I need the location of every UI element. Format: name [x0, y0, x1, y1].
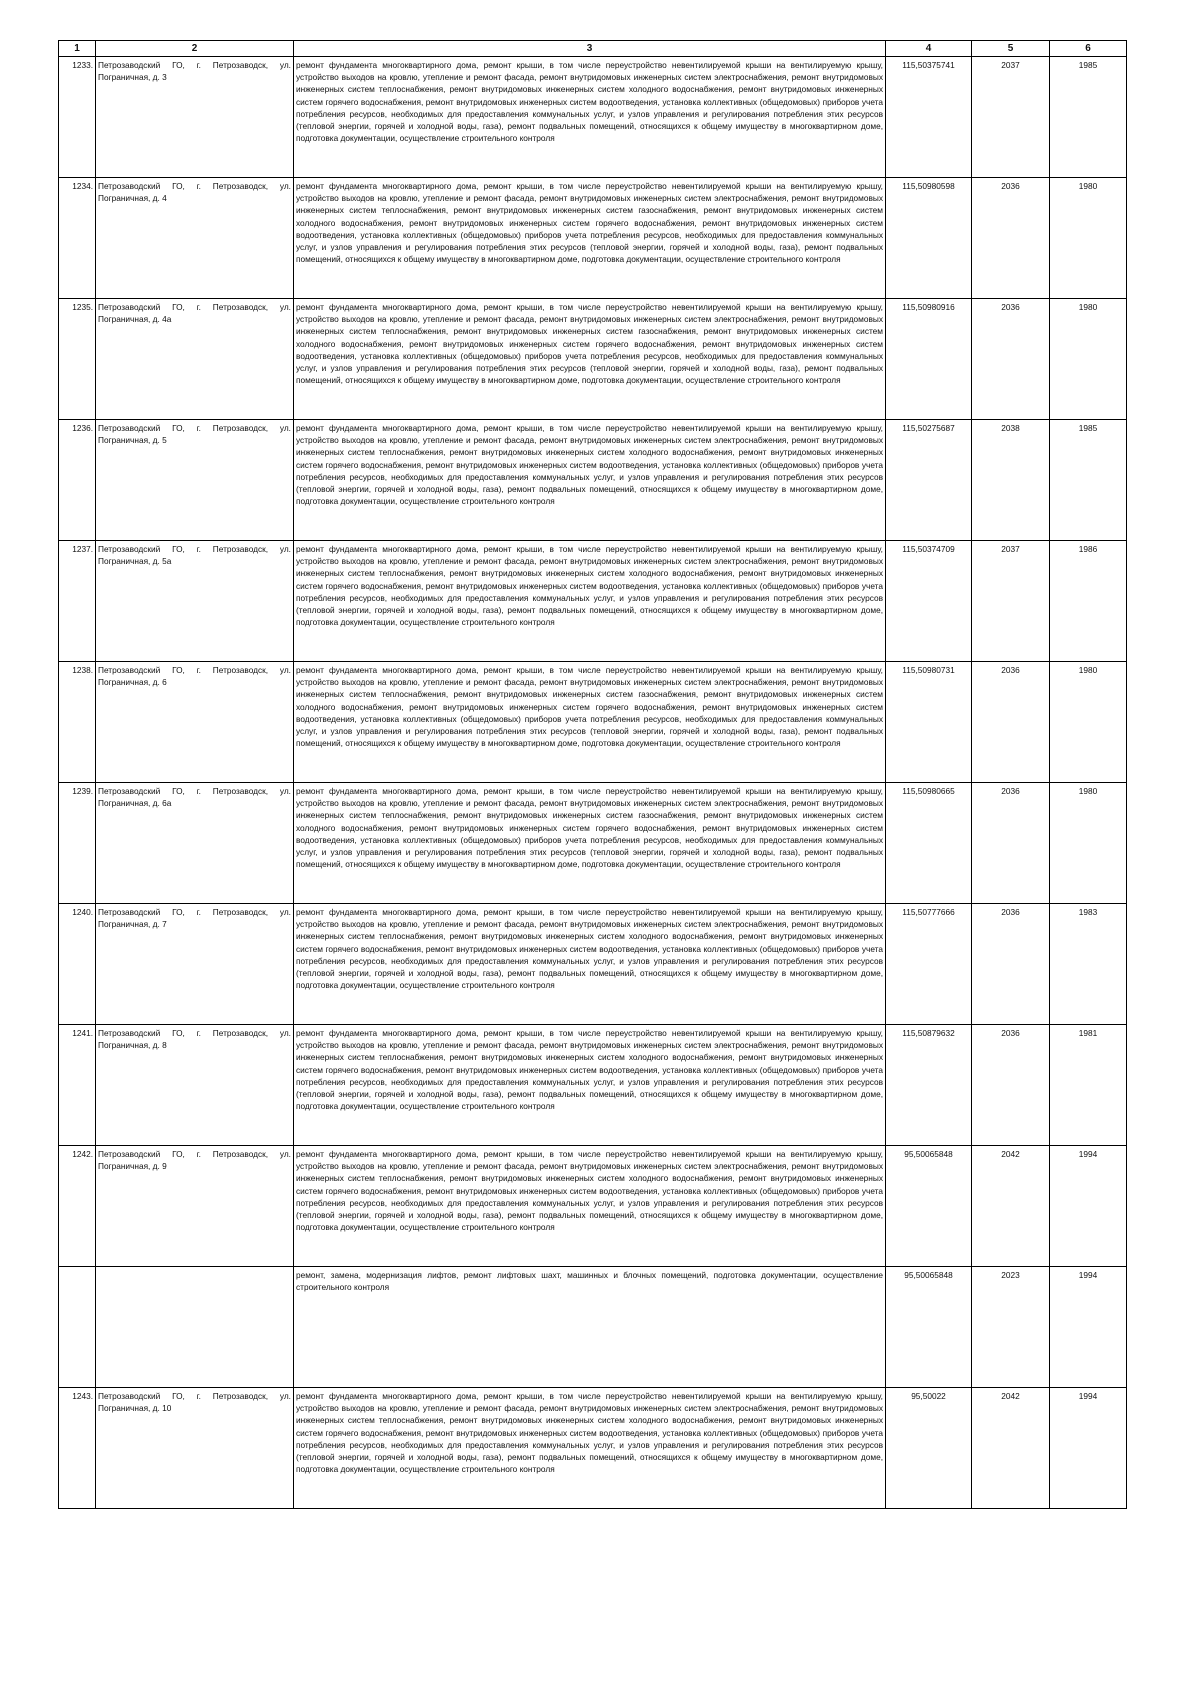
built-year-cell: 1980: [1050, 662, 1127, 783]
table-row: [59, 1388, 1127, 1509]
cost-cell: 115,50980665: [886, 783, 972, 904]
works-cell: ремонт фундамента многоквартирного дома, ремонт крыши, в том числе переустройство невентилируемой крыши на вентилируемую крышу, устройство выходов на кровлю, утепление и ремонт фасада, ремонт внутридомовых инженерных систем электроснабжения, ремонт внутридомовых инженерных систем теплоснабжения, ремонт внутридомовых инженерных систем холодного водоснабжения, ремонт внутридомовых инженерных систем горячего водоснабжения, ремонт внутридомовых инженерных систем водоотведения, установка коллективных (общедомовых) приборов учета потребления ресурсов, необходимых для предоставления коммунальных услуг, и узлов управления и регулирования потребления этих ресурсов (тепловой энергии, горячей и холодной воды, газа), ремонт подвальных помещений, относящихся к общему имуществу в многоквартирном доме, подготовка документации, осуществление строительного контроля: [294, 904, 886, 1025]
table-row: [59, 904, 1127, 1025]
cost-cell: 95,50065848: [886, 1267, 972, 1388]
col-header-2: 2: [96, 41, 294, 57]
works-cell: ремонт фундамента многоквартирного дома, ремонт крыши, в том числе переустройство невентилируемой крыши на вентилируемую крышу, устройство выходов на кровлю, утепление и ремонт фасада, ремонт внутридомовых инженерных систем электроснабжения, ремонт внутридомовых инженерных систем теплоснабжения, ремонт внутридомовых инженерных систем газоснабжения, ремонт внутридомовых инженерных систем холодного водоснабжения, ремонт внутридомовых инженерных систем горячего водоснабжения, ремонт внутридомовых инженерных систем водоотведения, установка коллективных (общедомовых) приборов учета потребления ресурсов, необходимых для предоставления коммунальных услуг, и узлов управления и регулирования потребления этих ресурсов (тепловой энергии, горячей и холодной воды, газа), ремонт подвальных помещений, относящихся к общему имуществу в многоквартирном доме, подготовка документации, осуществление строительного контроля: [294, 662, 886, 783]
built-year-cell: 1981: [1050, 1025, 1127, 1146]
year-cell: 2036: [972, 299, 1050, 420]
row-number: 1234.: [59, 178, 96, 299]
table-row: [59, 57, 1127, 178]
table-row: [59, 420, 1127, 541]
row-number: 1235.: [59, 299, 96, 420]
year-cell: 2037: [972, 541, 1050, 662]
row-number: 1233.: [59, 57, 96, 178]
year-cell: 2042: [972, 1388, 1050, 1509]
cost-cell: 115,50275687: [886, 420, 972, 541]
year-cell: 2037: [972, 57, 1050, 178]
col-header-5: 5: [972, 41, 1050, 57]
cost-cell: 115,50374709: [886, 541, 972, 662]
works-cell: ремонт фундамента многоквартирного дома, ремонт крыши, в том числе переустройство невентилируемой крыши на вентилируемую крышу, устройство выходов на кровлю, утепление и ремонт фасада, ремонт внутридомовых инженерных систем электроснабжения, ремонт внутридомовых инженерных систем теплоснабжения, ремонт внутридомовых инженерных систем холодного водоснабжения, ремонт внутридомовых инженерных систем горячего водоснабжения, ремонт внутридомовых инженерных систем водоотведения, установка коллективных (общедомовых) приборов учета потребления ресурсов, необходимых для предоставления коммунальных услуг, и узлов управления и регулирования потребления этих ресурсов (тепловой энергии, горячей и холодной воды, газа), ремонт подвальных помещений, относящихся к общему имуществу в многоквартирном доме, подготовка документации, осуществление строительного контроля: [294, 420, 886, 541]
works-cell: ремонт фундамента многоквартирного дома, ремонт крыши, в том числе переустройство невентилируемой крыши на вентилируемую крышу, устройство выходов на кровлю, утепление и ремонт фасада, ремонт внутридомовых инженерных систем электроснабжения, ремонт внутридомовых инженерных систем теплоснабжения, ремонт внутридомовых инженерных систем холодного водоснабжения, ремонт внутридомовых инженерных систем горячего водоснабжения, ремонт внутридомовых инженерных систем водоотведения, установка коллективных (общедомовых) приборов учета потребления ресурсов, необходимых для предоставления коммунальных услуг, и узлов управления и регулирования потребления этих ресурсов (тепловой энергии, горячей и холодной воды, газа), ремонт подвальных помещений, относящихся к общему имуществу в многоквартирном доме, подготовка документации, осуществление строительного контроля: [294, 1146, 886, 1267]
cost-cell: 115,50980731: [886, 662, 972, 783]
address-cell: [96, 1267, 294, 1388]
built-year-cell: 1986: [1050, 541, 1127, 662]
built-year-cell: 1985: [1050, 57, 1127, 178]
row-number: 1239.: [59, 783, 96, 904]
cost-cell: 115,50980598: [886, 178, 972, 299]
address-cell: Петрозаводский ГО, г. Петрозаводск, ул. Пограничная, д. 9: [96, 1146, 294, 1267]
cost-cell: 115,50980916: [886, 299, 972, 420]
works-cell: ремонт фундамента многоквартирного дома, ремонт крыши, в том числе переустройство невентилируемой крыши на вентилируемую крышу, устройство выходов на кровлю, утепление и ремонт фасада, ремонт внутридомовых инженерных систем электроснабжения, ремонт внутридомовых инженерных систем теплоснабжения, ремонт внутридомовых инженерных систем газоснабжения, ремонт внутридомовых инженерных систем холодного водоснабжения, ремонт внутридомовых инженерных систем горячего водоснабжения, ремонт внутридомовых инженерных систем водоотведения, установка коллективных (общедомовых) приборов учета потребления ресурсов, необходимых для предоставления коммунальных услуг, и узлов управления и регулирования потребления этих ресурсов (тепловой энергии, горячей и холодной воды, газа), ремонт подвальных помещений, относящихся к общему имуществу в многоквартирном доме, подготовка документации, осуществление строительного контроля: [294, 299, 886, 420]
address-cell: Петрозаводский ГО, г. Петрозаводск, ул. Пограничная, д. 4а: [96, 299, 294, 420]
row-number: 1236.: [59, 420, 96, 541]
built-year-cell: 1980: [1050, 178, 1127, 299]
year-cell: 2036: [972, 178, 1050, 299]
built-year-cell: 1980: [1050, 783, 1127, 904]
row-number: 1242.: [59, 1146, 96, 1267]
table-row: [59, 178, 1127, 299]
address-cell: Петрозаводский ГО, г. Петрозаводск, ул. Пограничная, д. 5: [96, 420, 294, 541]
address-cell: Петрозаводский ГО, г. Петрозаводск, ул. Пограничная, д. 5а: [96, 541, 294, 662]
address-cell: Петрозаводский ГО, г. Петрозаводск, ул. Пограничная, д. 10: [96, 1388, 294, 1509]
table-row: [59, 1146, 1127, 1267]
built-year-cell: 1994: [1050, 1146, 1127, 1267]
address-cell: Петрозаводский ГО, г. Петрозаводск, ул. Пограничная, д. 4: [96, 178, 294, 299]
cost-cell: 95,50022: [886, 1388, 972, 1509]
works-cell: ремонт, замена, модернизация лифтов, ремонт лифтовых шахт, машинных и блочных помещений, подготовка документации, осуществление строительного контроля: [294, 1267, 886, 1388]
year-cell: 2042: [972, 1146, 1050, 1267]
year-cell: 2036: [972, 662, 1050, 783]
address-cell: Петрозаводский ГО, г. Петрозаводск, ул. Пограничная, д. 7: [96, 904, 294, 1025]
row-number: [59, 1267, 96, 1388]
year-cell: 2036: [972, 904, 1050, 1025]
year-cell: 2036: [972, 1025, 1050, 1146]
cost-cell: 115,50375741: [886, 57, 972, 178]
cost-cell: 95,50065848: [886, 1146, 972, 1267]
row-number: 1238.: [59, 662, 96, 783]
built-year-cell: 1994: [1050, 1388, 1127, 1509]
header-row: [59, 41, 1127, 57]
row-number: 1243.: [59, 1388, 96, 1509]
table-body: [59, 57, 1127, 1509]
built-year-cell: 1983: [1050, 904, 1127, 1025]
cost-cell: 115,50777666: [886, 904, 972, 1025]
table-row: [59, 783, 1127, 904]
table-row: [59, 541, 1127, 662]
built-year-cell: 1980: [1050, 299, 1127, 420]
row-number: 1237.: [59, 541, 96, 662]
works-cell: ремонт фундамента многоквартирного дома, ремонт крыши, в том числе переустройство невентилируемой крыши на вентилируемую крышу, устройство выходов на кровлю, утепление и ремонт фасада, ремонт внутридомовых инженерных систем электроснабжения, ремонт внутридомовых инженерных систем теплоснабжения, ремонт внутридомовых инженерных систем холодного водоснабжения, ремонт внутридомовых инженерных систем горячего водоснабжения, ремонт внутридомовых инженерных систем водоотведения, установка коллективных (общедомовых) приборов учета потребления ресурсов, необходимых для предоставления коммунальных услуг, и узлов управления и регулирования потребления этих ресурсов (тепловой энергии, горячей и холодной воды, газа), ремонт подвальных помещений, относящихся к общему имуществу в многоквартирном доме, подготовка документации, осуществление строительного контроля: [294, 1025, 886, 1146]
works-cell: ремонт фундамента многоквартирного дома, ремонт крыши, в том числе переустройство невентилируемой крыши на вентилируемую крышу, устройство выходов на кровлю, утепление и ремонт фасада, ремонт внутридомовых инженерных систем электроснабжения, ремонт внутридомовых инженерных систем теплоснабжения, ремонт внутридомовых инженерных систем газоснабжения, ремонт внутридомовых инженерных систем холодного водоснабжения, ремонт внутридомовых инженерных систем горячего водоснабжения, ремонт внутридомовых инженерных систем водоотведения, установка коллективных (общедомовых) приборов учета потребления ресурсов, необходимых для предоставления коммунальных услуг, и узлов управления и регулирования потребления этих ресурсов (тепловой энергии, горячей и холодной воды, газа), ремонт подвальных помещений, относящихся к общему имуществу в многоквартирном доме, подготовка документации, осуществление строительного контроля: [294, 783, 886, 904]
year-cell: 2036: [972, 783, 1050, 904]
table-row: [59, 1025, 1127, 1146]
table-row: [59, 299, 1127, 420]
works-cell: ремонт фундамента многоквартирного дома, ремонт крыши, в том числе переустройство невентилируемой крыши на вентилируемую крышу, устройство выходов на кровлю, утепление и ремонт фасада, ремонт внутридомовых инженерных систем электроснабжения, ремонт внутридомовых инженерных систем теплоснабжения, ремонт внутридомовых инженерных систем холодного водоснабжения, ремонт внутридомовых инженерных систем горячего водоснабжения, ремонт внутридомовых инженерных систем водоотведения, установка коллективных (общедомовых) приборов учета потребления ресурсов, необходимых для предоставления коммунальных услуг, и узлов управления и регулирования потребления этих ресурсов (тепловой энергии, горячей и холодной воды, газа), ремонт подвальных помещений, относящихся к общему имуществу в многоквартирном доме, подготовка документации, осуществление строительного контроля: [294, 57, 886, 178]
year-cell: 2023: [972, 1267, 1050, 1388]
cost-cell: 115,50879632: [886, 1025, 972, 1146]
address-cell: Петрозаводский ГО, г. Петрозаводск, ул. Пограничная, д. 3: [96, 57, 294, 178]
year-cell: 2038: [972, 420, 1050, 541]
address-cell: Петрозаводский ГО, г. Петрозаводск, ул. Пограничная, д. 6: [96, 662, 294, 783]
works-cell: ремонт фундамента многоквартирного дома, ремонт крыши, в том числе переустройство невентилируемой крыши на вентилируемую крышу, устройство выходов на кровлю, утепление и ремонт фасада, ремонт внутридомовых инженерных систем электроснабжения, ремонт внутридомовых инженерных систем теплоснабжения, ремонт внутридомовых инженерных систем газоснабжения, ремонт внутридомовых инженерных систем холодного водоснабжения, ремонт внутридомовых инженерных систем горячего водоснабжения, ремонт внутридомовых инженерных систем водоотведения, установка коллективных (общедомовых) приборов учета потребления ресурсов, необходимых для предоставления коммунальных услуг, и узлов управления и регулирования потребления этих ресурсов (тепловой энергии, горячей и холодной воды, газа), ремонт подвальных помещений, относящихся к общему имуществу в многоквартирном доме, подготовка документации, осуществление строительного контроля: [294, 178, 886, 299]
table-row: [59, 662, 1127, 783]
built-year-cell: 1985: [1050, 420, 1127, 541]
col-header-1: 1: [59, 41, 96, 57]
col-header-6: 6: [1050, 41, 1127, 57]
address-cell: Петрозаводский ГО, г. Петрозаводск, ул. Пограничная, д. 6а: [96, 783, 294, 904]
col-header-4: 4: [886, 41, 972, 57]
table-row: [59, 1267, 1127, 1388]
works-cell: ремонт фундамента многоквартирного дома, ремонт крыши, в том числе переустройство невентилируемой крыши на вентилируемую крышу, устройство выходов на кровлю, утепление и ремонт фасада, ремонт внутридомовых инженерных систем электроснабжения, ремонт внутридомовых инженерных систем теплоснабжения, ремонт внутридомовых инженерных систем холодного водоснабжения, ремонт внутридомовых инженерных систем горячего водоснабжения, ремонт внутридомовых инженерных систем водоотведения, установка коллективных (общедомовых) приборов учета потребления ресурсов, необходимых для предоставления коммунальных услуг, и узлов управления и регулирования потребления этих ресурсов (тепловой энергии, горячей и холодной воды, газа), ремонт подвальных помещений, относящихся к общему имуществу в многоквартирном доме, подготовка документации, осуществление строительного контроля: [294, 1388, 886, 1509]
works-cell: ремонт фундамента многоквартирного дома, ремонт крыши, в том числе переустройство невентилируемой крыши на вентилируемую крышу, устройство выходов на кровлю, утепление и ремонт фасада, ремонт внутридомовых инженерных систем электроснабжения, ремонт внутридомовых инженерных систем теплоснабжения, ремонт внутридомовых инженерных систем холодного водоснабжения, ремонт внутридомовых инженерных систем горячего водоснабжения, ремонт внутридомовых инженерных систем водоотведения, установка коллективных (общедомовых) приборов учета потребления ресурсов, необходимых для предоставления коммунальных услуг, и узлов управления и регулирования потребления этих ресурсов (тепловой энергии, горячей и холодной воды, газа), ремонт подвальных помещений, относящихся к общему имуществу в многоквартирном доме, подготовка документации, осуществление строительного контроля: [294, 541, 886, 662]
repair-schedule-table: [58, 40, 1127, 1509]
built-year-cell: 1994: [1050, 1267, 1127, 1388]
col-header-3: 3: [294, 41, 886, 57]
address-cell: Петрозаводский ГО, г. Петрозаводск, ул. Пограничная, д. 8: [96, 1025, 294, 1146]
row-number: 1240.: [59, 904, 96, 1025]
row-number: 1241.: [59, 1025, 96, 1146]
